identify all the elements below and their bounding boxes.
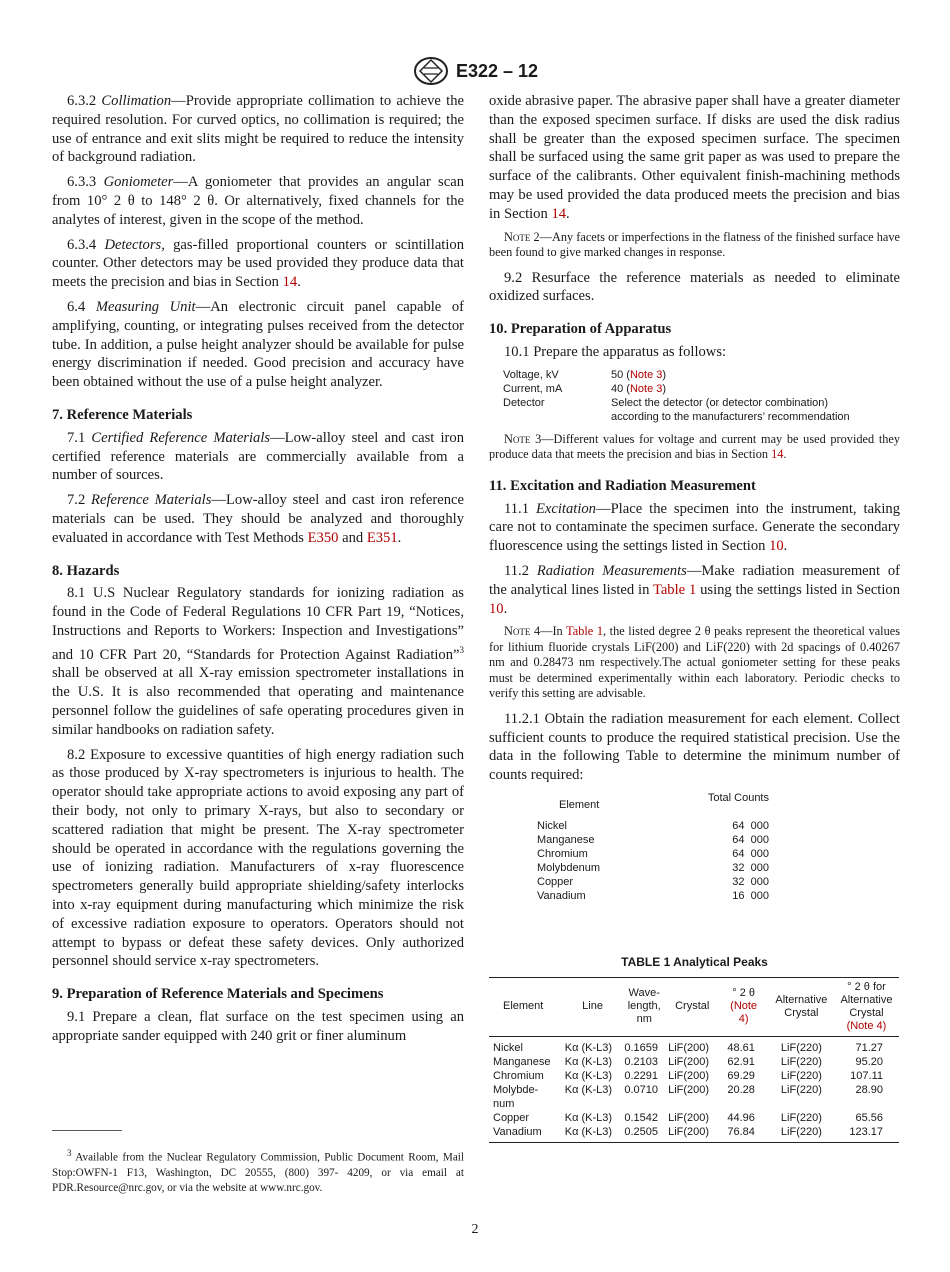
- table-1-cell: Kα (K-L3): [564, 1111, 613, 1124]
- table-1-cell: Chromium: [493, 1069, 544, 1082]
- table-1-cell: [769, 1097, 834, 1111]
- counts-element: Nickel: [537, 820, 567, 833]
- counts-value: 64 000: [732, 834, 769, 847]
- section-8-2: 8.2 Exposure to excessive quantities of high energy radiation such as those produced by X-ray spectrometers is injurious to health. The operator should take appropriate actions to avoid exposing any part of their body, not only to primary X-rays, but also to secondary or scattered radiation that might be present. The X-ray spectrometer should be operated in accordance with the regulations governing the use of ionizing radiation. Manufacturers of x-ray fluorescence spectrometers generally build appropriate shielding/safety interlocks into x-ray equipment during manufacturing which minimize the risk of excessive radiation exposure to operators. Operators should not attempt to bypass or defeat these safety devices. Only authorized personnel should service x-ray spectrometers.: [52, 746, 464, 970]
- table-1-cell: 0.2103: [624, 1055, 659, 1068]
- counts-row: [537, 847, 769, 861]
- note-3-link[interactable]: Note 3: [629, 382, 663, 395]
- right-column: [489, 92, 900, 1143]
- table-1-cell: 28.90: [855, 1083, 883, 1096]
- astm-logo-icon: [412, 56, 450, 86]
- section-14-link[interactable]: 14: [771, 447, 784, 462]
- table-1-title: TABLE 1 Analytical Peaks: [621, 955, 768, 970]
- table-1-cell: LiF(220): [780, 1083, 822, 1096]
- table-1-cell: Vanadium: [489, 1125, 563, 1143]
- counts-header: Element Total Counts: [559, 792, 769, 812]
- table-1-cell: LiF(200): [668, 1041, 710, 1054]
- section-10-link[interactable]: 10: [489, 600, 504, 617]
- section-6-3-4: 6.3.4 Detectors, gas-filled proportional counters or scintillation counter. Other detectors may be used provided they produce data that meets the precision and bias in Section 14.: [52, 236, 464, 291]
- table-1-cell: LiF(200): [666, 1125, 718, 1143]
- e350-link[interactable]: E350: [307, 529, 339, 546]
- table-1-cell: 0.1542: [624, 1111, 659, 1124]
- section-11-2-1: 11.2.1 Obtain the radiation measurement for each element. Collect sufficient counts to produce the required statistical precision. Use the data in the following Table to determine the minimum number of counts required:: [489, 710, 900, 784]
- table-1-cell: 76.84: [718, 1125, 769, 1143]
- document-code: E322 – 12: [455, 60, 539, 81]
- table-1-cell: 123.17: [834, 1125, 899, 1143]
- counts-value: 32 000: [732, 876, 769, 889]
- section-11-1: 11.1 Excitation—Place the specimen into the instrument, taking care not to contaminate the specimen surface. Generate the secondary fluorescence using the settings listed in Section 10.: [489, 500, 901, 555]
- table-1-cell: Copper: [493, 1111, 530, 1124]
- table-1-cell: 62.91: [727, 1055, 755, 1068]
- counts-row: [537, 861, 769, 875]
- note-3: Note 3—Different values for voltage and current may be used provided they produce data that meets the precision and bias in Section 14.: [489, 431, 900, 462]
- table-1-cell: LiF(200): [668, 1069, 710, 1082]
- table-1-row: [489, 1036, 899, 1055]
- section-11-2: 11.2 Radiation Measurements—Make radiation measurement of the analytical lines listed in Table 1 using the settings listed in Section 10.: [489, 562, 901, 617]
- table-1-cell: 0.0710: [624, 1083, 659, 1096]
- table-1-cell: 0.2291: [624, 1069, 659, 1082]
- counts-element: Copper: [537, 876, 574, 889]
- table-1-cell: 107.11: [850, 1069, 883, 1082]
- section-6-3-3: 6.3.3 Goniometer—A goniometer that provides an angular scan from 10° 2 θ to 148° 2 θ. Or alternatively, fixed channels for the analytes of interest, given in the scope of the method.: [52, 174, 464, 228]
- note-3-link[interactable]: Note 3: [629, 368, 663, 381]
- table-1-cell: LiF(200): [668, 1083, 710, 1096]
- table-1-cell: Kα (K-L3): [563, 1125, 623, 1143]
- table-1-cell: [718, 1097, 769, 1111]
- table-1-link[interactable]: Table 1: [652, 581, 697, 598]
- table-1-row: [489, 1097, 899, 1111]
- table-1-cell: 0.1659: [624, 1041, 659, 1054]
- table-1-cell: Kα (K-L3): [564, 1069, 613, 1082]
- apparatus-settings: [503, 368, 854, 424]
- table-1-row: [489, 1069, 899, 1083]
- voltage-row: Voltage, kV 50 (Note 3): [503, 368, 667, 381]
- table-1-cell: 95.20: [855, 1055, 883, 1068]
- table-1-row: [489, 1125, 899, 1143]
- table-1-cell: [622, 1097, 666, 1111]
- table-1-cell: [666, 1097, 718, 1111]
- table-1-cell: Kα (K-L3): [564, 1041, 613, 1054]
- table-1-cell: Kα (K-L3): [564, 1083, 613, 1096]
- table-1-cell: [563, 1097, 623, 1111]
- counts-value: 16 000: [732, 890, 769, 903]
- table-1-cell: Manganese: [493, 1055, 551, 1068]
- counts-element: Manganese: [537, 834, 595, 847]
- section-14-link[interactable]: 14: [551, 205, 567, 222]
- heading-11: 11. Excitation and Radiation Measurement: [489, 477, 756, 494]
- table-1-row: [489, 1083, 899, 1097]
- table-1-cell: [834, 1097, 899, 1111]
- table-1-row: [489, 1055, 899, 1069]
- detector-row: Detector Select the detector (or detector combination) according to the manufacturers’ recommendation: [503, 396, 850, 423]
- section-8-1: 8.1 U.S Nuclear Regulatory standards for ionizing radiation as found in the Code of Federal Regulations 10 CFR Part 19, “Notices, Instructions and Reports to Workers: Inspection and Investigations” and 10 CFR Part 20, “Standards for Protection Against Radiation”$^3$ shall be observed at all X-ray emission spectrometer installations in the U.S. It is also recommended that operating and maintenance personnel follow the guidelines of safe operating procedures given in similar handbooks on radiation safety.: [52, 585, 464, 738]
- left-column: [52, 92, 464, 1052]
- section-9-1-continued: oxide abrasive paper. The abrasive paper shall have a greater diameter than the exposed specimen surface. If disks are used the disk radius shall be greater than the exposed specimen surface. The specimen shall be surfaced using the same grit paper as was used to prepare the surface of the calibrants. Other equivalent finish-machining methods may be used provided the data produced meets the precision and bias in Section 14.: [489, 93, 900, 222]
- section-10-link[interactable]: 10: [769, 538, 784, 555]
- table-1-cell: num: [493, 1097, 515, 1110]
- section-9-2: 9.2 Resurface the reference materials as needed to eliminate oxidized surfaces.: [489, 269, 900, 305]
- table-1-cell: Nickel: [493, 1041, 523, 1054]
- counts-table: [537, 791, 769, 903]
- section-9-1: 9.1 Prepare a clean, flat surface on the test specimen using an appropriate sander equipped with 240 grit or finer aluminum: [52, 1008, 464, 1044]
- table-1-link[interactable]: Table 1: [566, 624, 603, 639]
- section-10-1: 10.1 Prepare the apparatus as follows:: [504, 343, 727, 360]
- counts-element: Chromium: [537, 848, 588, 861]
- section-6-4: 6.4 Measuring Unit—An electronic circuit panel capable of amplifying, counting, or integrating pulses received from the detector tube. In addition, a pulse height analyzer should be available for pulse energy discrimination if needed. Good precision and accuracy have been obtained without the use of a pulse height analyzer.: [52, 298, 464, 391]
- heading-10: 10. Preparation of Apparatus: [489, 321, 672, 338]
- counts-row: [537, 875, 769, 889]
- counts-row: [537, 889, 769, 903]
- table-1-cell: LiF(200): [668, 1055, 710, 1068]
- table-1-cell: 20.28: [727, 1083, 755, 1096]
- current-row: Current, mA 40 (Note 3): [503, 382, 667, 395]
- counts-element: Vanadium: [537, 890, 586, 903]
- section-6-3-2: 6.3.2 Collimation—Provide appropriate collimation to achieve the required resolution. For curved optics, no collimation is required; the use of entrance and exit slits might be required to reduce the intensity of background radiation.: [52, 93, 464, 166]
- heading-7: 7. Reference Materials: [52, 406, 193, 423]
- table-1-cell: LiF(220): [780, 1069, 822, 1082]
- counts-value: 64 000: [732, 848, 769, 861]
- table-1-cell: LiF(220): [769, 1125, 834, 1143]
- heading-9: 9. Preparation of Reference Materials and Specimens: [52, 986, 384, 1003]
- table-1-cell: LiF(220): [780, 1111, 822, 1124]
- table-1-cell: Molybde-: [493, 1083, 539, 1096]
- counts-row: [537, 833, 769, 847]
- table-1-cell: 65.56: [855, 1111, 883, 1124]
- table-1-cell: 69.29: [727, 1069, 755, 1082]
- note-4: Note 4—In Table 1, the listed degree 2 θ peaks represent the theoretical values for lithium fluoride crystals LiF(200) and LiF(220) with 2d spacings of 0.40267 nm and 0.28473 nm respectively.The actual goniometer setting for these peaks must be determined experimentally within each laboratory. Periodic checks to verify this setting are advisable.: [489, 624, 900, 701]
- table-1-cell: Kα (K-L3): [564, 1055, 613, 1068]
- section-7-2: 7.2 Reference Materials—Low-alloy steel and cast iron reference materials can be used. They should be analyzed and thoroughly evaluated in accordance with Test Methods E350 and E351.: [52, 492, 464, 546]
- note-2: Note 2—Any facets or imperfections in the flatness of the finished surface have been found to give marked changes in response.: [489, 229, 900, 260]
- page-number: 2: [471, 1222, 479, 1237]
- e351-link[interactable]: E351: [366, 529, 398, 546]
- heading-8: 8. Hazards: [52, 562, 120, 579]
- analytical-peaks-table: [489, 977, 899, 1143]
- section-7-1: 7.1 Certified Reference Materials—Low-alloy steel and cast iron certified reference materials are commercially available from a number of sources.: [52, 429, 464, 484]
- table-1-cell: LiF(200): [668, 1111, 710, 1124]
- counts-row: [537, 819, 769, 833]
- table-1-cell: 44.96: [727, 1111, 755, 1124]
- footnote-3: $^3$ Available from the Nuclear Regulatory Commission, Public Document Room, Mail Stop:OWFN-1 F13, Washington, DC 20555, (800) 397- 4209, or via email at PDR.Resource@nrc.gov, or via the website at www.nrc.gov.: [52, 1148, 464, 1194]
- section-14-link[interactable]: 14: [282, 274, 298, 291]
- counts-value: 64 000: [732, 820, 769, 833]
- counts-value: 32 000: [732, 862, 769, 875]
- page-header: [0, 56, 950, 86]
- table-1-header: Element Line Wave- length, nm Crystal ° 2 θ (Note 4) Alternative Crystal ° 2 θ for Alternative Crystal (Note 4): [489, 977, 899, 1036]
- table-1-row: [489, 1111, 899, 1125]
- table-1-cell: LiF(220): [780, 1055, 822, 1068]
- table-1-cell: 71.27: [855, 1041, 883, 1054]
- table-1-cell: 48.61: [727, 1041, 755, 1054]
- counts-element: Molybdenum: [537, 862, 600, 875]
- table-1-cell: LiF(220): [780, 1041, 822, 1054]
- table-1-cell: 0.2505: [622, 1125, 666, 1143]
